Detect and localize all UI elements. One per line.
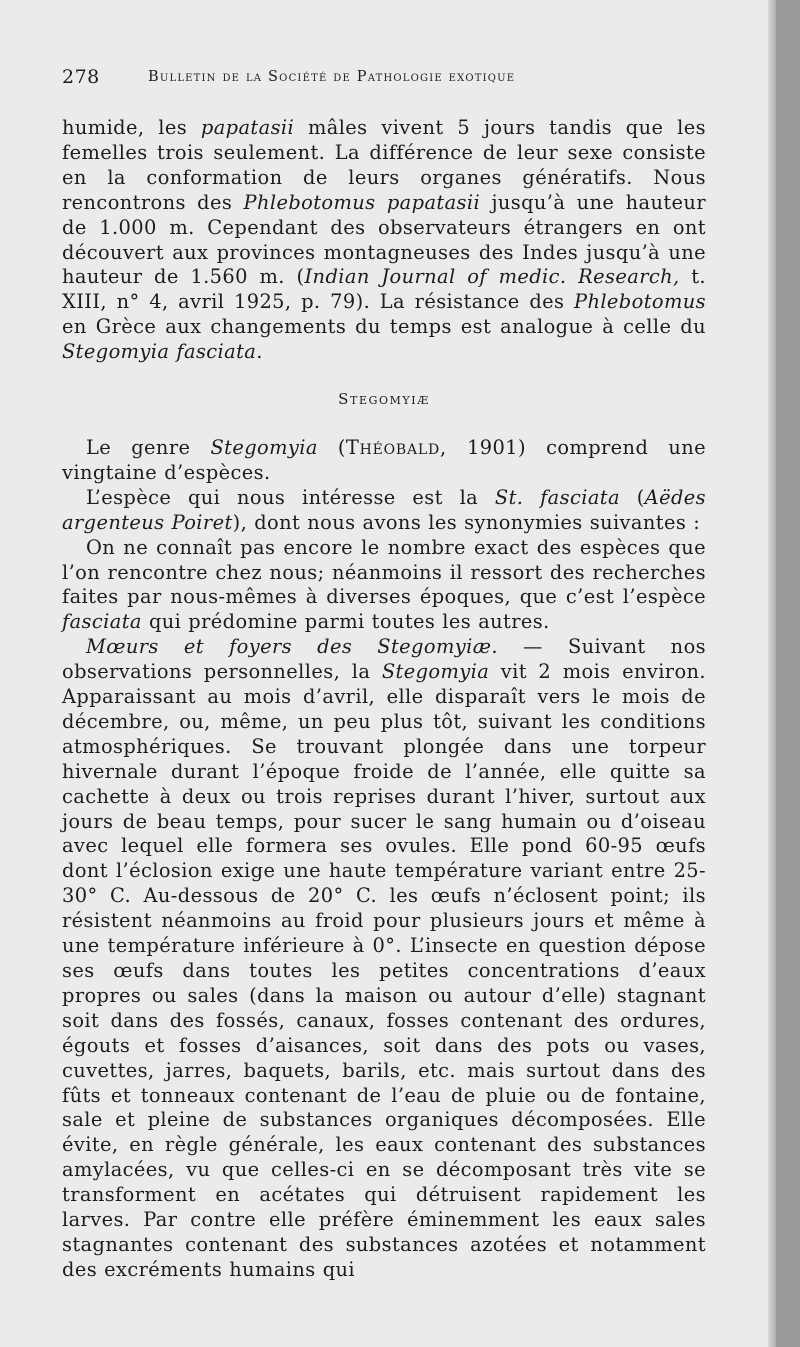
running-title: Bulletin de la Société de Pathologie exotique [148, 69, 516, 85]
paragraph-4 [62, 536, 706, 636]
text-run: en Grèce aux changements du temps est analogue à celle du [62, 315, 706, 339]
italic-run: Stegomyia [210, 435, 318, 459]
text-run: Le genre [86, 435, 211, 459]
page-header [62, 66, 712, 92]
text-run: jusqu’à une hauteur de 1.000 m. Cependant des observateurs étrangers en ont découvert aux provinces montagneuses des Indes jusqu’à une hauteur de 1.560 m. ( [62, 190, 706, 289]
text-run: qui prédomine parmi toutes les autres. [141, 610, 550, 634]
italic-run: St. fasciata [494, 485, 620, 509]
text-run: vit 2 mois environ. Apparaissant au mois d’avril, elle disparaît vers le mois de décembre, ou, même, un peu plus tôt, suivant les conditions atmosphériques. Se trouvant plongée dans une torpeur hivernale durant l’époque froide de l’année, elle quitte sa cachette à deux ou trois reprises durant l’hiver, surtout aux jours de beau temps, pour sucer le sang humain ou d’oiseau avec lequel elle formera ses ovules. Elle pond 60-95 œufs dont l’éclosion exige une haute température variant entre 25-30° C. Au-dessous de 20° C. les œufs n’éclosent point; ils résistent néanmoins au froid pour plusieurs jours et même à une température inférieure à 0°. L’insecte en question dépose ses œufs dans toutes les petites concentrations d’eaux propres ou sales (dans la maison ou autour d’elle) stagnant soit dans des fossés, canaux, fosses contenant des ordures, égouts et fosses d’aisances, soit dans des pots ou vases, cuvettes, jarres, baquets, barils, etc. mais surtout dans des fûts et tonneaux contenant de l’eau de pluie ou de fontaine, sale et pleine de substances organiques décomposées. Elle évite, en règle générale, les eaux contenant des substances amylacées, vu que celles-ci en se décomposant très vite se transforment en acétates qui détruisent rapidement les larves. Par contre elle préfère éminemment les eaux sales stagnantes contenant des substances azotées et notamment des excréments humains qui [62, 660, 706, 1281]
text-run: 1901) comprend une vingtaine d’espèces. [62, 435, 706, 484]
page-edge-shadow [768, 0, 776, 1347]
text-run: humide, les [62, 116, 201, 139]
paragraph-1 [62, 116, 706, 365]
text-run: — Suivant nos observations personnelles, la [62, 635, 706, 684]
text-run: On ne connaît pas encore le nombre exact des espèces que l’on rencontre chez nous; néanmoins il ressort des recherches faites par nous-mêmes à diverses époques, que c’est l’espèce [62, 535, 706, 609]
section-heading: Stegomyiæ [338, 390, 430, 409]
body-text [62, 116, 706, 1283]
text-run: mâles vivent 5 jours tandis que les femelles trois seulement. La différence de leur sexe consiste en la conformation de leurs organes génératifs. Nous rencontrons des [62, 116, 706, 214]
italic-run: Stegomyia fasciata. [62, 340, 263, 364]
italic-run: Stegomyia [381, 660, 490, 684]
page-number: 278 [62, 66, 100, 88]
paragraph-2 [62, 436, 706, 486]
italic-run: Phlebotomus [574, 290, 706, 314]
text-run: L’espèce qui nous intéresse est la [86, 485, 495, 509]
author-name: Théobald, [345, 435, 447, 459]
italic-run: Phlebotomus papatasii [243, 190, 481, 214]
text-run: ( [317, 435, 346, 459]
text-run: t. XIII, n° 4, avril 1925, p. 79). La résistance des [62, 265, 706, 314]
text-run: ), dont nous avons les synonymies suivantes : [232, 510, 701, 534]
italic-run: Aëdes argenteus Poiret [62, 485, 706, 534]
italic-run: fasciata [62, 610, 142, 634]
italic-run: Indian Journal of medic. Research, [304, 265, 680, 289]
italic-run: Mœurs et foyers des Stegomyiæ. [86, 635, 498, 659]
text-run: ( [619, 485, 645, 509]
paragraph-3 [62, 486, 706, 536]
italic-run: papatasii [200, 116, 295, 139]
paragraph-5 [62, 635, 706, 1283]
